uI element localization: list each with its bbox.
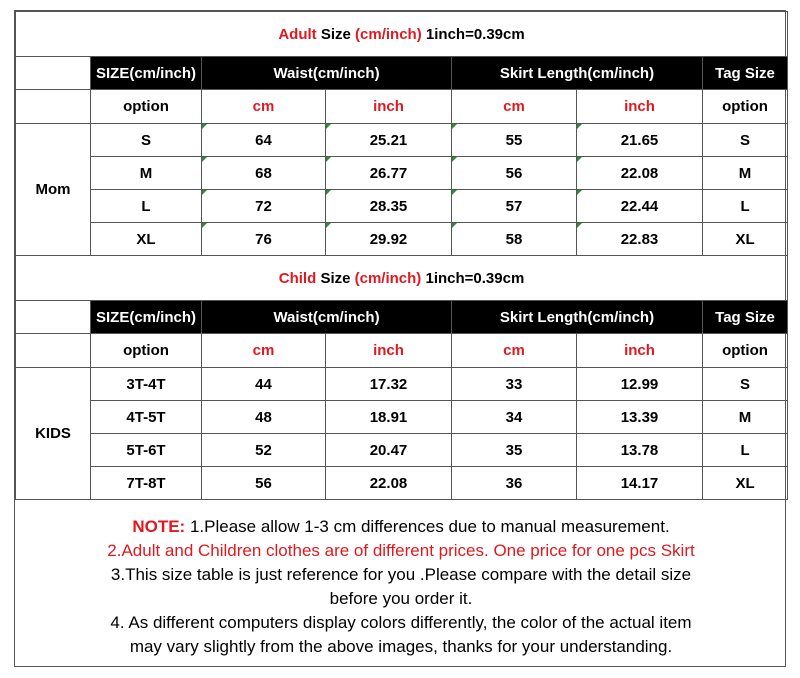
unit-inch: inch xyxy=(326,90,452,124)
unit-inch: inch xyxy=(577,90,703,124)
table-row xyxy=(16,368,788,401)
table-row xyxy=(16,401,788,434)
size-cell: L xyxy=(91,190,202,223)
adult-title-unit: (cm/inch) xyxy=(355,25,422,43)
note-line-4b: may vary slightly from the above images, thanks for your understanding. xyxy=(129,637,673,656)
adult-title-row xyxy=(16,12,788,57)
size-cell: 4T-5T xyxy=(91,401,202,434)
table-row xyxy=(16,434,788,467)
note-line-3b: before you order it. xyxy=(329,589,473,608)
adult-title-label: Adult xyxy=(278,25,317,43)
length-inch-cell: 22.44 xyxy=(577,190,703,223)
adult-option-row xyxy=(16,90,788,124)
header-skirt-length: Skirt Length(cm/inch) xyxy=(452,57,703,90)
header-skirt-length: Skirt Length(cm/inch) xyxy=(452,301,703,334)
option-label: option xyxy=(91,90,202,124)
tag-size-cell: L xyxy=(703,434,788,467)
header-size: SIZE(cm/inch) xyxy=(91,57,202,90)
adult-title-size: Size xyxy=(320,25,351,43)
option-label: option xyxy=(703,90,788,124)
note-line-3a: 3.This size table is just reference for you .Please compare with the detail size xyxy=(110,565,692,584)
unit-inch: inch xyxy=(326,334,452,368)
waist-cm-cell: 48 xyxy=(202,401,326,434)
size-cell: 3T-4T xyxy=(91,368,202,401)
option-label: option xyxy=(703,334,788,368)
unit-inch: inch xyxy=(577,334,703,368)
table-row xyxy=(16,190,788,223)
size-cell: M xyxy=(91,157,202,190)
adult-header-row xyxy=(16,57,788,90)
waist-inch-cell: 28.35 xyxy=(326,190,452,223)
tag-size-cell: XL xyxy=(703,223,788,256)
length-inch-cell: 22.83 xyxy=(577,223,703,256)
header-waist: Waist(cm/inch) xyxy=(202,301,452,334)
length-inch-cell: 22.08 xyxy=(577,157,703,190)
option-label: option xyxy=(91,334,202,368)
child-title-conv: 1inch=0.39cm xyxy=(425,269,525,287)
tag-size-cell: S xyxy=(703,368,788,401)
table-row xyxy=(16,157,788,190)
length-cm-cell: 56 xyxy=(452,157,577,190)
length-inch-cell: 21.65 xyxy=(577,124,703,157)
waist-cm-cell: 56 xyxy=(202,467,326,500)
waist-inch-cell: 25.21 xyxy=(326,124,452,157)
waist-inch-cell: 17.32 xyxy=(326,368,452,401)
size-cell: 7T-8T xyxy=(91,467,202,500)
length-cm-cell: 35 xyxy=(452,434,577,467)
header-tag-size: Tag Size xyxy=(703,57,788,90)
tag-size-cell: S xyxy=(703,124,788,157)
length-cm-cell: 36 xyxy=(452,467,577,500)
note-line-2: 2.Adult and Children clothes are of different prices. One price for one pcs Skirt xyxy=(107,541,695,560)
length-cm-cell: 55 xyxy=(452,124,577,157)
size-table xyxy=(15,11,788,500)
header-size: SIZE(cm/inch) xyxy=(91,301,202,334)
length-cm-cell: 57 xyxy=(452,190,577,223)
child-title-size: Size xyxy=(320,269,351,287)
waist-inch-cell: 18.91 xyxy=(326,401,452,434)
note-label: NOTE: xyxy=(132,517,186,536)
size-chart xyxy=(14,10,786,667)
child-title-row xyxy=(16,256,788,301)
child-option-row xyxy=(16,334,788,368)
size-cell: S xyxy=(91,124,202,157)
length-cm-cell: 33 xyxy=(452,368,577,401)
length-inch-cell: 14.17 xyxy=(577,467,703,500)
note-line-1 xyxy=(15,515,787,539)
length-cm-cell: 34 xyxy=(452,401,577,434)
note-line-4a: 4. As different computers display colors differently, the color of the actual item xyxy=(110,613,692,632)
table-row xyxy=(16,124,788,157)
adult-title xyxy=(16,12,788,57)
waist-inch-cell: 20.47 xyxy=(326,434,452,467)
waist-cm-cell: 52 xyxy=(202,434,326,467)
tag-size-cell: M xyxy=(703,401,788,434)
waist-cm-cell: 72 xyxy=(202,190,326,223)
child-header-row xyxy=(16,301,788,334)
header-tag-size: Tag Size xyxy=(703,301,788,334)
adult-title-conv: 1inch=0.39cm xyxy=(425,25,525,43)
table-row xyxy=(16,223,788,256)
tag-size-cell: L xyxy=(703,190,788,223)
note-text-1: 1.Please allow 1-3 cm differences due to manual measurement. xyxy=(185,517,670,536)
size-cell: XL xyxy=(91,223,202,256)
notes-section xyxy=(15,511,787,659)
header-waist: Waist(cm/inch) xyxy=(202,57,452,90)
unit-cm: cm xyxy=(452,90,577,124)
group-label-kids: KIDS xyxy=(16,368,91,500)
tag-size-cell: XL xyxy=(703,467,788,500)
table-row xyxy=(16,467,788,500)
group-label-mom: Mom xyxy=(16,124,91,256)
child-title xyxy=(16,256,788,301)
waist-cm-cell: 68 xyxy=(202,157,326,190)
length-inch-cell: 12.99 xyxy=(577,368,703,401)
length-cm-cell: 58 xyxy=(452,223,577,256)
unit-cm: cm xyxy=(202,334,326,368)
waist-inch-cell: 29.92 xyxy=(326,223,452,256)
length-inch-cell: 13.78 xyxy=(577,434,703,467)
unit-cm: cm xyxy=(452,334,577,368)
length-inch-cell: 13.39 xyxy=(577,401,703,434)
waist-cm-cell: 44 xyxy=(202,368,326,401)
child-title-unit: (cm/inch) xyxy=(354,269,422,287)
tag-size-cell: M xyxy=(703,157,788,190)
size-cell: 5T-6T xyxy=(91,434,202,467)
waist-cm-cell: 76 xyxy=(202,223,326,256)
child-title-label: Child xyxy=(278,269,317,287)
waist-inch-cell: 26.77 xyxy=(326,157,452,190)
waist-cm-cell: 64 xyxy=(202,124,326,157)
unit-cm: cm xyxy=(202,90,326,124)
waist-inch-cell: 22.08 xyxy=(326,467,452,500)
